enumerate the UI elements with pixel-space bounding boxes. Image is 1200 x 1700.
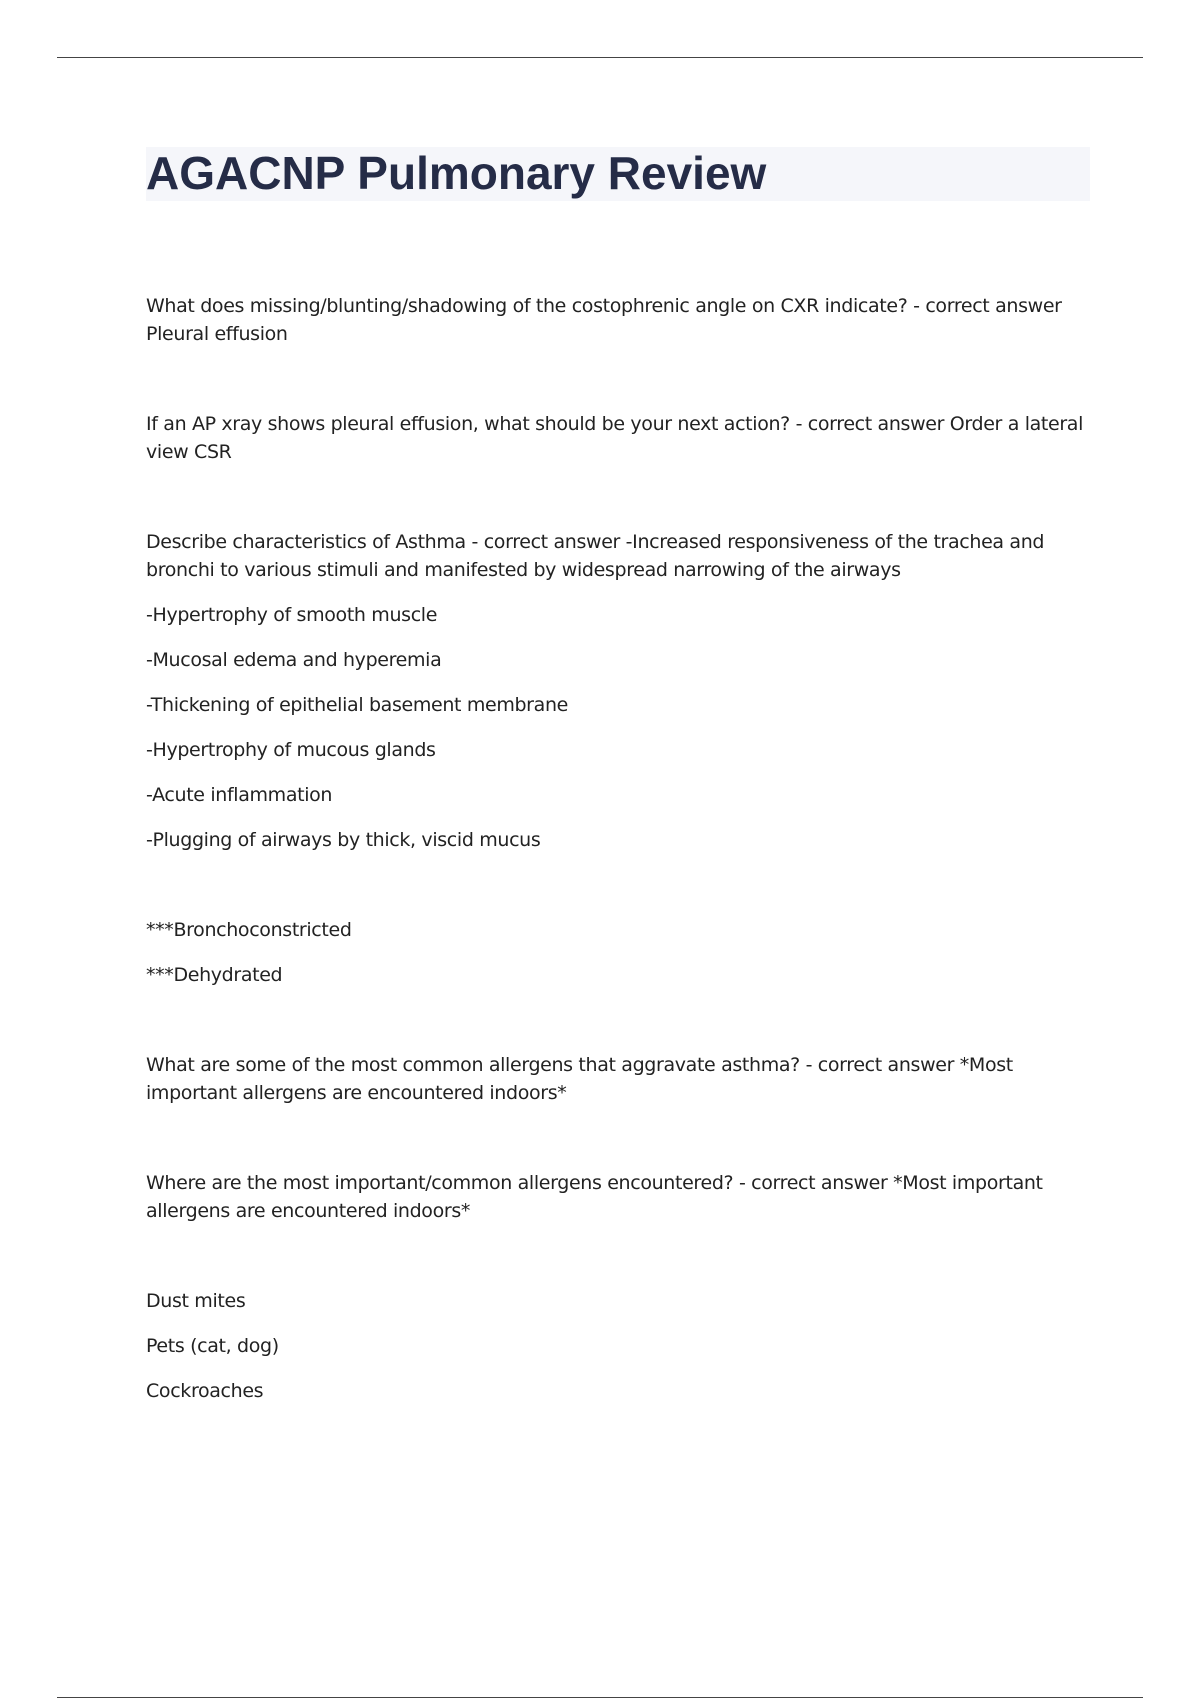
top-rule [57,57,1143,58]
list-item: -Thickening of epithelial basement membrane [146,694,568,716]
list-item: Dust mites [146,1290,246,1312]
qa-text: If an AP xray shows pleural effusion, what should be your next action? - correct answer Order a lateral view CSR [146,413,1084,463]
bottom-rule [57,1697,1143,1698]
qa-text: Describe characteristics of Asthma - correct answer -Increased responsiveness of the trachea and bronchi to various stimuli and manifested by widespread narrowing of the airways [146,531,1045,581]
qa-entry-3 [146,528,1096,989]
list-item: Cockroaches [146,1380,264,1402]
qa-text: Where are the most important/common allergens encountered? - correct answer *Most important allergens are encountered indoors* [146,1172,1043,1222]
page-title: AGACNP Pulmonary Review [146,147,767,199]
document-body [146,292,1096,1405]
list-item: -Hypertrophy of mucous glands [146,739,436,761]
list-item: -Mucosal edema and hyperemia [146,649,442,671]
qa-entry-1 [146,292,1096,348]
qa-entry-2 [146,410,1096,466]
note-item: ***Bronchoconstricted [146,919,352,941]
qa-entry-5 [146,1169,1096,1405]
qa-entry-4 [146,1051,1096,1107]
list-item: -Hypertrophy of smooth muscle [146,604,438,626]
list-item: -Acute inflammation [146,784,333,806]
list-item: Pets (cat, dog) [146,1335,279,1357]
list-item: -Plugging of airways by thick, viscid mucus [146,829,541,851]
qa-text: What does missing/blunting/shadowing of the costophrenic angle on CXR indicate? - correct answer Pleural effusion [146,295,1062,345]
note-item: ***Dehydrated [146,964,283,986]
qa-text: What are some of the most common allergens that aggravate asthma? - correct answer *Most important allergens are encountered indoors* [146,1054,1013,1104]
